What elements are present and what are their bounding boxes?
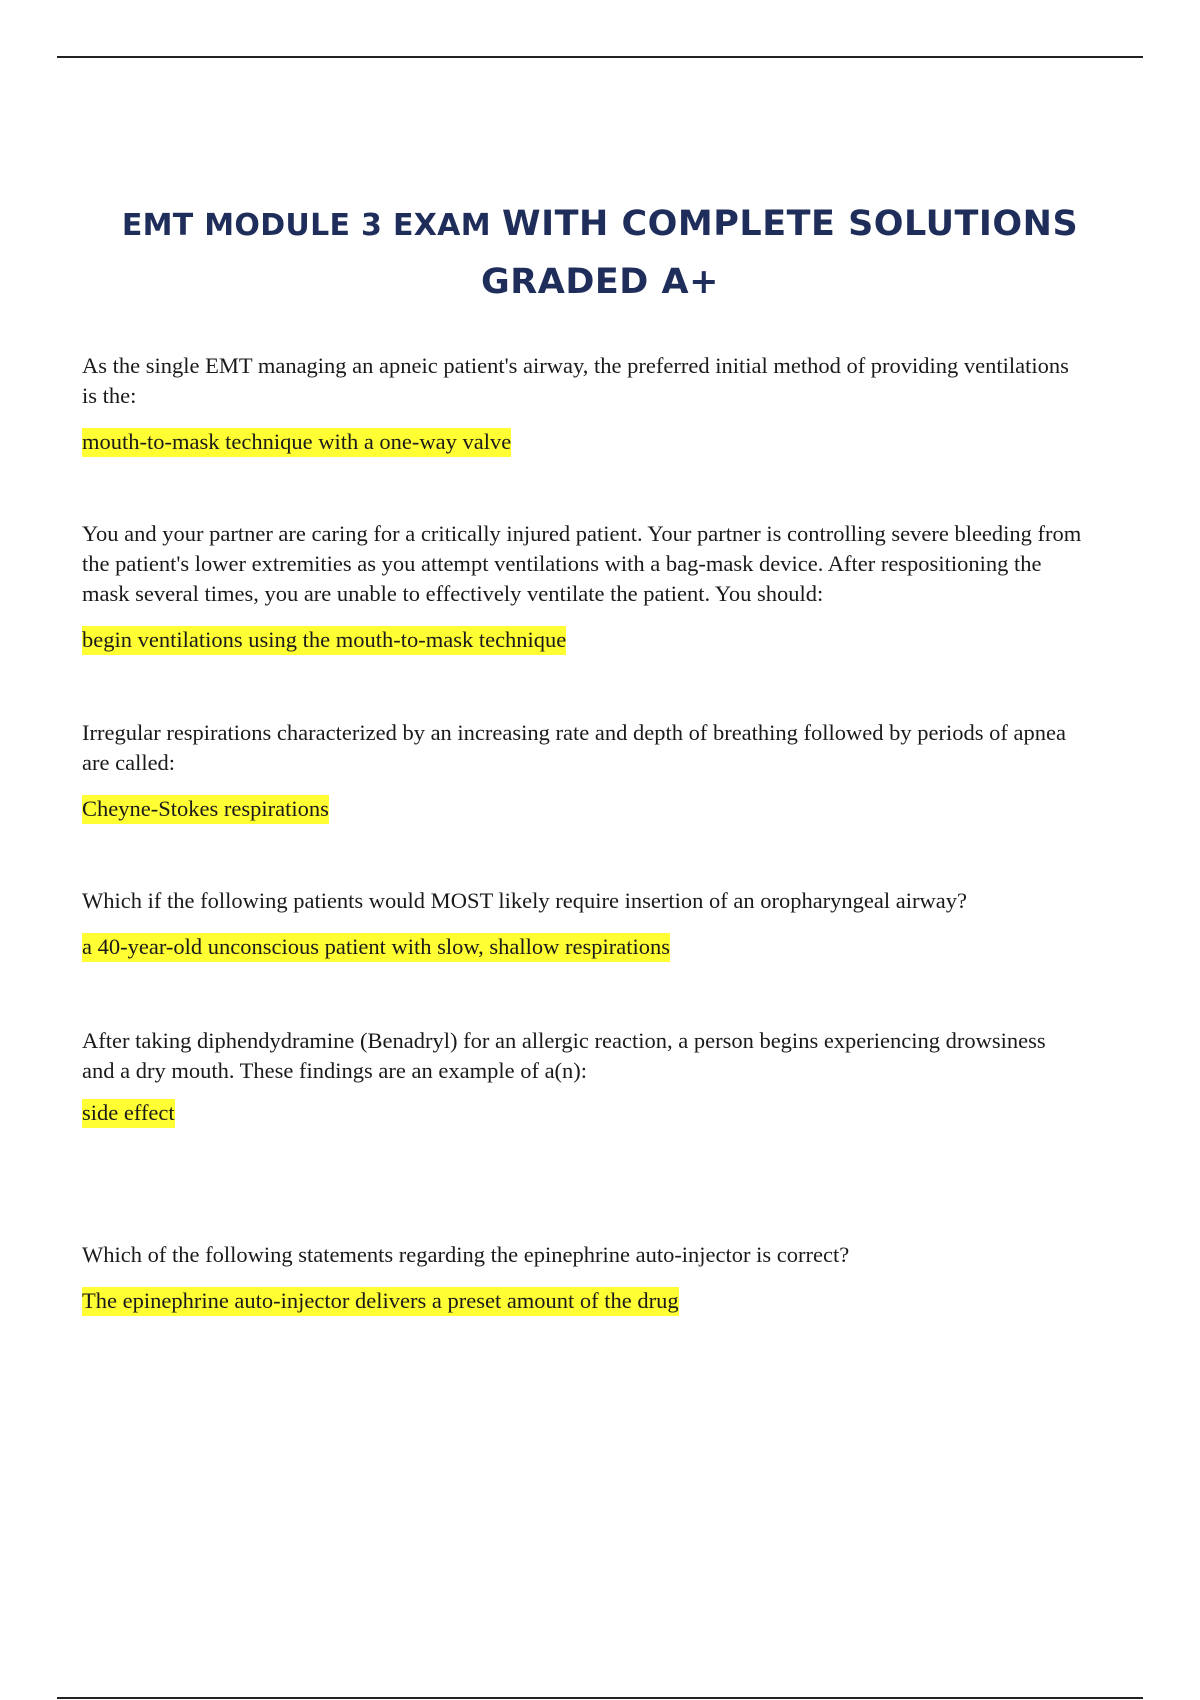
answer-highlight: a 40-year-old unconscious patient with slow, shallow respirations bbox=[82, 933, 670, 962]
document-title bbox=[60, 196, 1140, 311]
footer-rule bbox=[57, 1697, 1143, 1699]
answer-highlight: mouth-to-mask technique with a one-way valve bbox=[82, 428, 511, 457]
qa-item bbox=[82, 886, 1082, 962]
answer-highlight: The epinephrine auto-injector delivers a preset amount of the drug bbox=[82, 1287, 679, 1316]
question-text: As the single EMT managing an apneic patient's airway, the preferred initial method of providing ventilations is the: bbox=[82, 353, 1069, 408]
qa-item bbox=[82, 351, 1082, 457]
question-text: Irregular respirations characterized by an increasing rate and depth of breathing followed by periods of apnea are called: bbox=[82, 720, 1066, 775]
answer-highlight: side effect bbox=[82, 1099, 175, 1128]
qa-item bbox=[82, 519, 1082, 655]
answer-text bbox=[82, 625, 566, 655]
question-text: Which if the following patients would MOST likely require insertion of an oropharyngeal airway? bbox=[82, 888, 967, 913]
answer-text bbox=[82, 1098, 175, 1128]
answer-highlight: Cheyne-Stokes respirations bbox=[82, 795, 329, 824]
question-text: You and your partner are caring for a critically injured patient. Your partner is controlling severe bleeding from the patient's lower extremities as you attempt ventilations with a bag-mask device. After respositioning the mask several times, you are unable to effectively ventilate the patient. You should: bbox=[82, 521, 1082, 606]
question-text: After taking diphendydramine (Benadryl) for an allergic reaction, a person begins experiencing drowsiness and a dry mouth. These findings are an example of a(n): bbox=[82, 1028, 1046, 1083]
answer-text bbox=[82, 427, 511, 457]
question-text: Which of the following statements regarding the epinephrine auto-injector is correct? bbox=[82, 1242, 850, 1267]
answer-text bbox=[82, 794, 329, 824]
qa-item bbox=[82, 718, 1082, 824]
answer-text bbox=[82, 1286, 679, 1316]
qa-item bbox=[82, 1240, 1082, 1316]
title-part-1: EMT MODULE 3 EXAM bbox=[121, 208, 491, 243]
answer-highlight: begin ventilations using the mouth-to-mask technique bbox=[82, 626, 566, 655]
title-part-2: WITH COMPLETE SOLUTIONS GRADED A+ bbox=[481, 204, 1079, 302]
qa-item bbox=[82, 1026, 1082, 1128]
answer-text bbox=[82, 932, 670, 962]
header-rule bbox=[57, 56, 1143, 58]
